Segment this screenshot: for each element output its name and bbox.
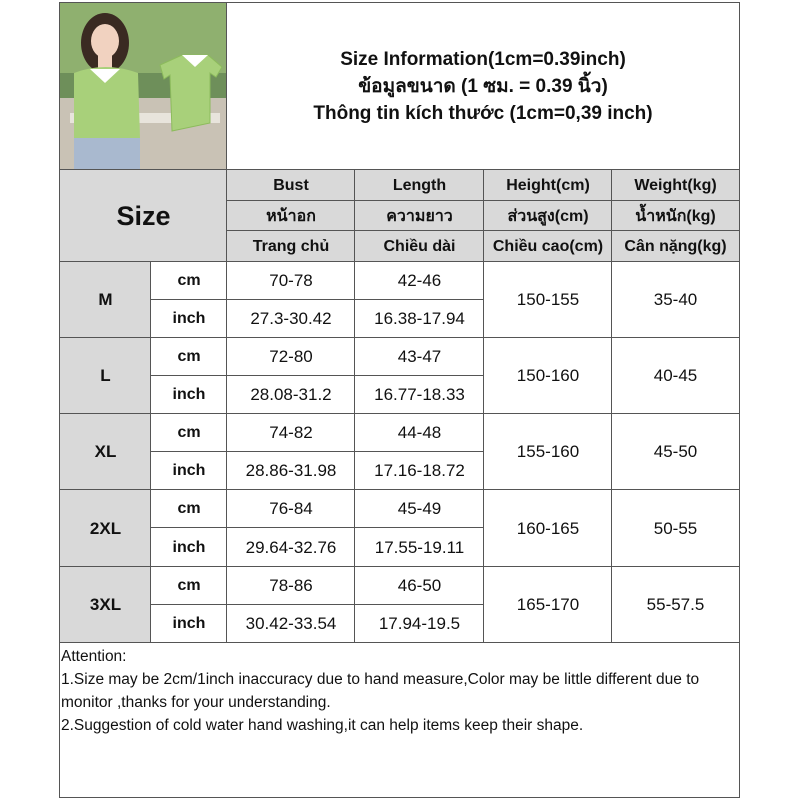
length-cm-2xl: 45-49	[397, 499, 442, 518]
weight-header-vi: Cân nặng(kg)	[624, 237, 727, 255]
unit-cm: cm	[177, 500, 201, 517]
length-inch-m: 16.38-17.94	[374, 309, 465, 328]
bust-cm-l: 72-80	[269, 347, 313, 366]
title-vietnamese: Thông tin kích thước (1cm=0,39 inch)	[313, 102, 653, 124]
length-header-th: ความยาว	[386, 207, 453, 225]
unit-cm: cm	[177, 272, 201, 289]
height-header-vi: Chiều cao(cm)	[492, 237, 604, 255]
height-l: 150-160	[516, 366, 580, 385]
unit-cm: cm	[177, 577, 201, 594]
size-cell-3xl: 3XL	[60, 567, 151, 643]
bust-cm-2xl: 76-84	[269, 499, 313, 518]
weight-2xl: 50-55	[653, 518, 698, 538]
height-header-en: Height(cm)	[506, 176, 590, 194]
bust-inch-2xl: 29.64-32.76	[245, 537, 337, 557]
size-cell-xl: XL	[60, 414, 151, 490]
length-cm-xl: 44-48	[397, 423, 442, 442]
bust-header-th: หน้าอก	[266, 207, 316, 225]
weight-l: 40-45	[653, 366, 698, 385]
attention-heading: Attention:	[61, 648, 127, 665]
length-header-vi: Chiều dài	[383, 237, 456, 255]
size-cell-m: M	[60, 262, 151, 338]
attention-note-1: 1.Size may be 2cm/1inch inaccuracy due to hand measure,Color may be little different due to monitor ,thanks for your understanding.	[61, 671, 700, 711]
unit-cm: cm	[177, 424, 201, 441]
bust-cm-3xl: 78-86	[269, 576, 313, 595]
length-cm-m: 42-46	[397, 271, 442, 290]
length-header-en: Length	[392, 176, 447, 194]
size-cell-2xl: 2XL	[60, 490, 151, 567]
weight-header-th: น้ำหนัก(kg)	[635, 207, 716, 225]
attention-note-2: 2.Suggestion of cold water hand washing,it can help items keep their shape.	[61, 717, 584, 734]
attention-notes	[61, 645, 737, 737]
length-inch-3xl: 17.94-19.5	[378, 614, 461, 633]
weight-header-en: Weight(kg)	[634, 176, 717, 194]
bust-inch-l: 28.08-31.2	[250, 385, 332, 404]
unit-inch: inch	[172, 386, 206, 403]
unit-inch: inch	[172, 462, 206, 479]
product-photo	[60, 3, 226, 169]
height-m: 150-155	[516, 290, 580, 309]
bust-inch-xl: 28.86-31.98	[245, 461, 337, 480]
bust-cm-m: 70-78	[269, 271, 313, 290]
length-inch-xl: 17.16-18.72	[374, 461, 465, 480]
unit-inch: inch	[172, 615, 206, 632]
weight-3xl: 55-57.5	[646, 595, 705, 614]
height-header-th: ส่วนสูง(cm)	[507, 207, 589, 225]
height-xl: 155-160	[516, 442, 580, 461]
bust-cm-xl: 74-82	[269, 423, 313, 442]
height-3xl: 165-170	[516, 595, 580, 614]
length-cm-3xl: 46-50	[397, 576, 442, 595]
size-column-header: Size	[116, 200, 171, 231]
height-2xl: 160-165	[516, 518, 580, 538]
title-thai: ข้อมูลขนาด (1 ซม. = 0.39 นิ้ว)	[358, 75, 608, 97]
title-block	[227, 3, 739, 169]
size-cell-l: L	[60, 338, 151, 414]
bust-inch-m: 27.3-30.42	[250, 309, 332, 328]
unit-inch: inch	[172, 538, 206, 556]
unit-inch: inch	[172, 310, 206, 327]
bust-inch-3xl: 30.42-33.54	[245, 614, 337, 633]
weight-xl: 45-50	[653, 442, 698, 461]
length-inch-2xl: 17.55-19.11	[374, 537, 465, 557]
weight-m: 35-40	[653, 290, 698, 309]
title-english: Size Information(1cm=0.39inch)	[340, 48, 626, 70]
product-image	[60, 3, 226, 169]
length-inch-l: 16.77-18.33	[374, 385, 465, 404]
unit-cm: cm	[177, 348, 201, 365]
bust-header-en: Bust	[273, 176, 309, 194]
bust-header-vi: Trang chủ	[252, 237, 330, 255]
length-cm-l: 43-47	[397, 347, 442, 366]
